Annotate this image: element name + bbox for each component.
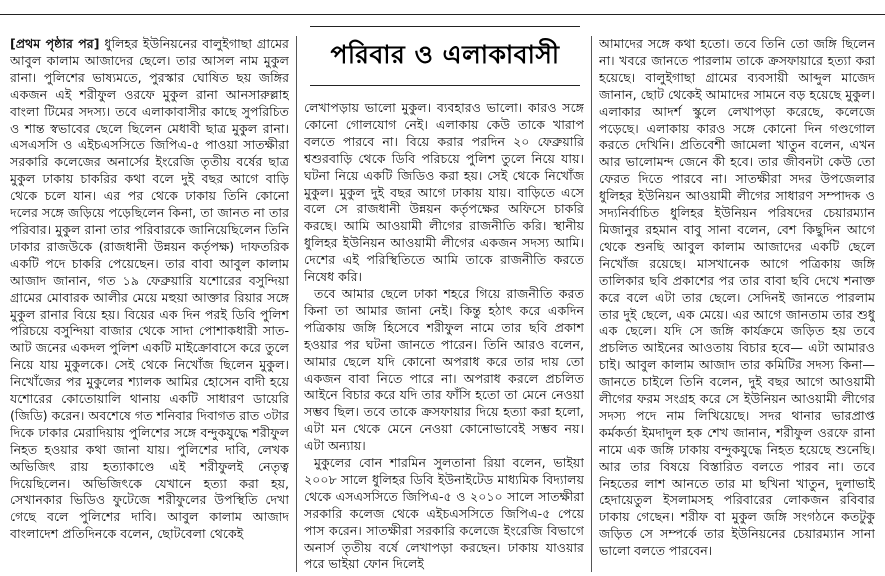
column-divider-2	[591, 36, 592, 572]
column-divider-1	[296, 36, 297, 572]
column-2-paragraph-2: তবে আমার ছেলে ঢাকা শহরে গিয়ে রাজনীতি করত কিনা তা আমার জানা নেই। কিন্তু হঠাৎ করে একদিন পত্রিকায় জঙ্গি হিসেবে শরীফুল নামে তার ছবি প্রকাশ হওয়ার পর ঘটনা জানতে পারেন। তিনি আরও বলেন, আমার ছেলে যদি কোনো অপরাধ করে তার দায় তো একজন বাবা নিতে পারে না। অপরাধ করলে প্রচলিত আইনে বিচার করে যদি তার ফাঁসি হতো তা মেনে নেওয়া সম্ভব ছিল। তবে তাকে ক্রসফায়ার দিয়ে হত্যা করা হলো, এটা মন থেকে মেনে নেওয়া কোনোভাবেই সম্ভব নয়। এটা অন্যায়।	[304, 285, 584, 454]
lead-text: ধুলিহর ইউনিয়নের বালুইগাছা গ্রামের আবুল কালাম আজাদের ছেলে। তার আসল নাম মুকুল রানা। পুলিশের ভাষ্যমতে, পুরস্কার ঘোষিত ছয় জঙ্গির একজন এই শরীফুল ওরফে মুকুল রানা আনসারুল্লাহ বাংলা টিমের সদস্য। তবে এলাকাবাসীর কাছে সুপরিচিত ও শান্ত স্বভাবের ছেলে ছিলেন মেধাবী ছাত্র মুকুল রানা। এসএসসি ও এইচএসসিতে জিপিএ-৫ পাওয়া সাতক্ষীরা সরকারি কলেজের অনার্সের ইংরেজি তৃতীয় বর্ষের ছাত্র মুকুল ঢাকায় চাকরির কথা বলে দুই বছর আগে বাড়ি থেকে চলে যান। এর পর থেকে ঢাকায় তিনি কোনো দলের সঙ্গে জড়িয়ে পড়েছিলেন কিনা, তা জানত না তার পরিবার। মুকুল রানা তার পরিবারকে জানিয়েছিলেন তিনি ঢাকার রাজউকে (রাজধানী উন্নয়ন কর্তৃপক্ষ) দাফতরিক একটি পদে চাকরি পেয়েছেন। তার বাবা আবুল কালাম আজাদ জানান, গত ১৯ ফেব্রুয়ারি যশোরের বসুন্দিয়া গ্রামের মোবারক আলীর মেয়ে মহুয়া আক্তার রিয়ার সঙ্গে মুকুল রানার বিয়ে হয়। বিয়ের এক দিন পরই ডিবি পুলিশ পরিচয়ে বসুন্দিয়া বাজার থেকে সাদা পোশাকধারী সাত-আট জনের একদল পুলিশ একটি মাইক্রোবাসে করে তুলে নিয়ে যায় মুকুলকে। সেই থেকে নিখোঁজ ছিলেন মুকুল। নিখোঁজের পর মুকুলের শ্যালক আমির হোসেন বাদী হয়ে যশোরের কোতোয়ালি থানায় একটি সাধারণ ডায়েরি (জিডি) করেন। অবশেষে গত শনিবার দিবাগত রাত ৩টার দিকে ঢাকার মেরাদিয়ায় পুলিশের সঙ্গে বন্দুকযুদ্ধে শরীফুল নিহত হওয়ার কথা জানা যায়। পুলিশের দাবি, লেখক অভিজিৎ রায় হত্যাকাণ্ডে এই শরীফুলই নেতৃত্ব দিয়েছিলেন। অভিজিৎকে যেখানে হত্যা করা হয়, সেখানকার ভিডিও ফুটেজে শরীফুলের উপস্থিতি দেখা গেছে বলে পুলিশের দাবি। আবুল কালাম আজাদ বাংলাদেশ প্রতিদিনকে বলেন, ছোটবেলা থেকেই	[10, 36, 289, 542]
top-rule	[0, 14, 885, 15]
headline: পরিবার ও এলাকাবাসী	[330, 39, 560, 69]
column-2-paragraph-1: লেখাপড়ায় ভালো মুকুল। ব্যবহারও ভালো। কারও সঙ্গে কোনো গোলযোগ নেই। এলাকায় কেউ তাকে খারাপ বলতে পারবে না। বিয়ে করার পরদিন ২০ ফেব্রুয়ারি শ্বশুরবাড়ি থেকে ডিবি পরিচয়ে পুলিশ তুলে নিয়ে যায়। ঘটনা নিয়ে একটি জিডিও করা হয়। সেই থেকে নিখোঁজ মুকুল। মুকুল দুই বছর আগে ঢাকায় যায়। বাড়িতে এসে বলে সে রাজধানী উন্নয়ন কর্তৃপক্ষের অফিসে চাকরি করছে। আমি আওয়ামী লীগের রাজনীতি করি। স্থানীয় ধুলিহর ইউনিয়ন আওয়ামী লীগের একজন সদস্য আমি। দেশের এই পরিস্থিতিতে আমি তাকে রাজনীতি করতে নিষেধ করি।	[304, 100, 584, 285]
headline-box	[310, 26, 580, 86]
article-column-1	[10, 36, 289, 572]
column-3-paragraph-1: আমাদের সঙ্গে কথা হতো। তবে তিনি তো জঙ্গি ছিলেন না। খবরে জানতে পারলাম তাকে ক্রসফায়ারে হত্যা করা হয়েছে। বালুইগাছা গ্রামের ব্যবসায়ী আব্দুল মাজেদ জানান, ছোট থেকেই আমাদের সামনে বড় হয়েছে মুকুল। এলাকার আদর্শ স্কুলে লেখাপড়া করেছে, কলেজে পড়েছে। এলাকায় কারও সঙ্গে কোনো দিন গণ্ডগোল করতে দেখিনি। প্রতিবেশী জামেলা খাতুন বলেন, এখন আর ভালোমন্দ জেনে কী হবে। তার জীবনটা কেউ তো ফেরত দিতে পারবে না। সাতক্ষীরা সদর উপজেলার ধুলিহর ইউনিয়ন আওয়ামী লীগের সাধারণ সম্পাদক ও সদ্যনির্বাচিত ধুলিহর ইউনিয়ন পরিষদের চেয়ারম্যান মিজানুর রহমান বাবু সানা বলেন, বেশ কিছুদিন আগে থেকে শুনছি আবুল কালাম আজাদের একটি ছেলে নিখোঁজ রয়েছে। মাসখানেক আগে পত্রিকায় জঙ্গি তালিকার ছবি প্রকাশের পর তার বাবা ছবি দেখে শনাক্ত করে বলে এটা তার ছেলে। সেদিনই জানতে পারলাম তার দুই ছেলে, এক মেয়ে। এর আগে জানতাম তার শুধু এক ছেলে। যদি সে জঙ্গি কার্যক্রমে জড়িত হয় তবে প্রচলিত আইনের আওতায় বিচার হবে— এটা আমারও চাই। আবুল কালাম আজাদ তার কমিটির সদস্য কিনা— জানতে চাইলে তিনি বলেন, দুই বছর আগে আওয়ামী লীগের ফরম সংগ্রহ করে সে ইউনিয়ন আওয়ামী লীগের সদস্য পদে নাম লিখিয়েছে। সদর থানার ভারপ্রাপ্ত কর্মকর্তা ইমদাদুল হক শেখ জানান, শরীফুল ওরফে রানা নামে এক জঙ্গি ঢাকায় বন্দুকযুদ্ধে নিহত হয়েছে শুনেছি। আর তার বিষয়ে বিস্তারিত বলতে পারব না। তবে নিহতের লাশ আনতে তার মা ছখিনা খাতুন, দুলাভাই হেদায়েতুল ইসলামসহ পরিবারের লোকজন রবিবার ঢাকায় গেছেন। শরীফ বা মুকুল জঙ্গি সংগঠনে কতটুকু জড়িত সে সম্পর্কে তার ইউনিয়নের চেয়ারম্যান সানা ভালো বলতে পারবেন।	[599, 36, 875, 559]
column-2-paragraph-3: মুকুলের বোন শারমিন সুলতানা রিয়া বলেন, ভাইয়া ২০০৮ সালে ধুলিহর ডিবি ইউনাইটেড মাধ্যমিক বিদ্যালয় থেকে এসএসসিতে জিপিএ-৫ ও ২০১০ সালে সাতক্ষীরা সরকারি কলেজ থেকে এইচএসসিতে জিপিএ-৫ পেয়ে পাস করেন। সাতক্ষীরা সরকারি কলেজে ইংরেজি বিভাগে অনার্স তৃতীয় বর্ষে লেখাপড়া করছেন। ঢাকায় যাওয়ার পরে ভাইয়া ফোন দিলেই	[304, 455, 584, 572]
article-column-3	[599, 36, 875, 572]
continued-kicker: [প্রথম পৃষ্ঠার পর]	[10, 36, 100, 51]
column-1-paragraph	[10, 36, 289, 543]
article-column-2	[304, 100, 584, 572]
